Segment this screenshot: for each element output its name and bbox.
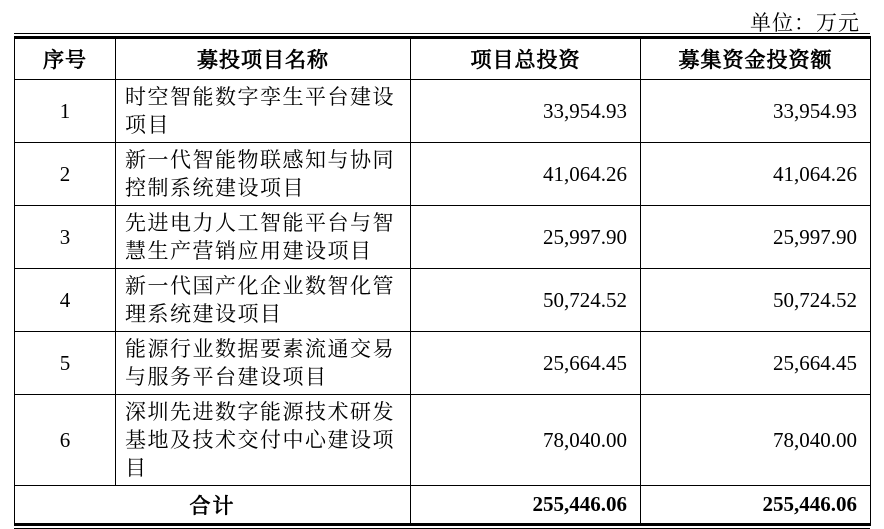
total-investment-cell: 50,724.52 [411, 269, 641, 332]
row-number-cell: 2 [15, 143, 116, 206]
table-row [15, 206, 871, 269]
row-number-cell: 1 [15, 80, 116, 143]
row-number-cell: 4 [15, 269, 116, 332]
header-project-name: 募投项目名称 [116, 38, 411, 80]
total-label-cell: 合计 [15, 486, 411, 525]
raised-funds-cell: 78,040.00 [641, 395, 871, 486]
total-investment-cell: 25,997.90 [411, 206, 641, 269]
unit-label: 单位：万元 [750, 11, 860, 35]
table-row [15, 143, 871, 206]
project-name-cell: 时空智能数字孪生平台建设项目 [116, 80, 411, 143]
table-row [15, 269, 871, 332]
table-row [15, 332, 871, 395]
total-investment-cell: 41,064.26 [411, 143, 641, 206]
row-number-cell: 3 [15, 206, 116, 269]
total-investment-cell: 33,954.93 [411, 80, 641, 143]
project-name-cell: 先进电力人工智能平台与智慧生产营销应用建设项目 [116, 206, 411, 269]
header-total-investment: 项目总投资 [411, 38, 641, 80]
row-number-cell: 6 [15, 395, 116, 486]
raised-funds-cell: 25,997.90 [641, 206, 871, 269]
project-name-cell: 新一代国产化企业数智化管理系统建设项目 [116, 269, 411, 332]
raised-funds-sum-cell: 255,446.06 [641, 486, 871, 525]
project-name-cell: 新一代智能物联感知与协同控制系统建设项目 [116, 143, 411, 206]
header-raised-funds: 募集资金投资额 [641, 38, 871, 80]
raised-funds-cell: 33,954.93 [641, 80, 871, 143]
fundraising-table-frame [14, 33, 870, 529]
raised-funds-cell: 25,664.45 [641, 332, 871, 395]
raised-funds-cell: 41,064.26 [641, 143, 871, 206]
project-name-cell: 深圳先进数字能源技术研发基地及技术交付中心建设项目 [116, 395, 411, 486]
table-row [15, 80, 871, 143]
row-number-cell: 5 [15, 332, 116, 395]
header-seq-no: 序号 [15, 38, 116, 80]
total-investment-sum-cell: 255,446.06 [411, 486, 641, 525]
header-row [15, 38, 871, 80]
total-row [15, 486, 871, 525]
project-name-cell: 能源行业数据要素流通交易与服务平台建设项目 [116, 332, 411, 395]
total-investment-cell: 25,664.45 [411, 332, 641, 395]
total-investment-cell: 78,040.00 [411, 395, 641, 486]
raised-funds-cell: 50,724.52 [641, 269, 871, 332]
fundraising-projects-table [14, 36, 871, 526]
table-row [15, 395, 871, 486]
